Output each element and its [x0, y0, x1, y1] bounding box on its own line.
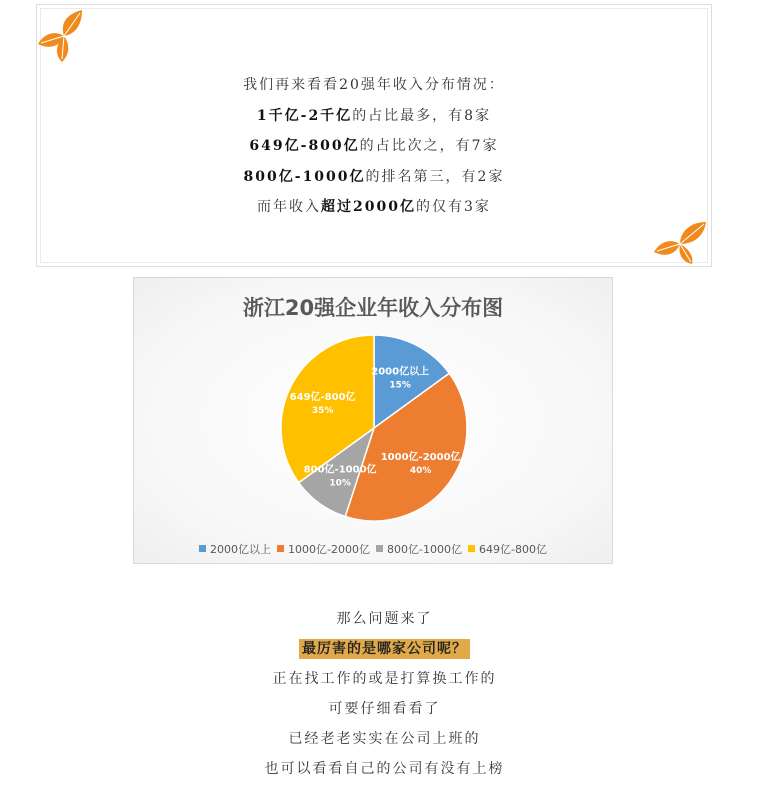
chart-title: 浙江20强企业年收入分布图: [242, 296, 504, 320]
legend-item: [468, 541, 547, 557]
slice-percent-label: 40%: [409, 465, 432, 476]
legend-swatch: [376, 545, 383, 552]
legend-item: [277, 541, 370, 557]
slice-category-label: 2000亿以上: [371, 366, 430, 378]
intro-line: [36, 131, 712, 162]
highlighted-question: 最厉害的是哪家公司呢？: [299, 639, 470, 659]
legend-swatch: [199, 545, 206, 552]
slice-category-label: 649亿-800亿: [289, 391, 356, 403]
legend-label: 649亿-800亿: [478, 543, 547, 556]
chart-legend: [134, 541, 612, 557]
intro-line-text: 的占比最多，有8家: [352, 107, 492, 124]
intro-line-text: 的占比次之，有7家: [359, 138, 499, 154]
intro-text: [36, 70, 712, 223]
outro-line: 那么问题来了: [336, 611, 433, 627]
intro-line: [36, 162, 712, 193]
legend-swatch: [468, 545, 475, 552]
legend-label: 1000亿-2000亿: [288, 543, 371, 556]
intro-line-text: 的仅有3家: [416, 199, 491, 215]
outro-line: [0, 634, 769, 664]
range-bold-text: 1千亿-2千亿: [256, 107, 353, 124]
range-bold-text: 800亿-1000亿: [243, 168, 366, 185]
slice-percent-label: 15%: [389, 380, 411, 391]
outro-text: [0, 604, 769, 784]
autumn-leaf-icon: [36, 8, 92, 64]
intro-line: [36, 70, 712, 101]
legend-label: 800亿-1000亿: [387, 543, 462, 556]
intro-line: [36, 192, 712, 223]
slice-category-label: 1000亿-2000亿: [380, 451, 461, 463]
slice-percent-label: 10%: [329, 478, 351, 489]
intro-line-text: 而年收入: [257, 199, 322, 215]
intro-line-text: 我们再来看看20强年收入分布情况：: [243, 77, 505, 93]
slice-category-label: 800亿-1000亿: [303, 464, 377, 476]
pie-chart: [133, 277, 613, 564]
outro-line: 也可以看看自己的公司有没有上榜: [264, 761, 505, 777]
range-bold-text: 超过2000亿: [321, 199, 417, 215]
pie-chart-plot: [134, 278, 612, 563]
legend-label: 2000亿以上: [210, 543, 272, 556]
legend-item: [376, 541, 462, 557]
range-bold-text: 649亿-800亿: [249, 138, 360, 154]
outro-line: 正在找工作的或是打算换工作的: [272, 671, 497, 687]
intro-line-text: 的排名第三，有2家: [365, 168, 505, 185]
outro-line: 可要仔细看看了: [328, 701, 441, 717]
slice-percent-label: 35%: [311, 405, 334, 416]
intro-line: [36, 101, 712, 132]
legend-swatch: [277, 545, 284, 552]
outro-line: 已经老老实实在公司上班的: [288, 731, 481, 747]
legend-item: [199, 541, 271, 557]
